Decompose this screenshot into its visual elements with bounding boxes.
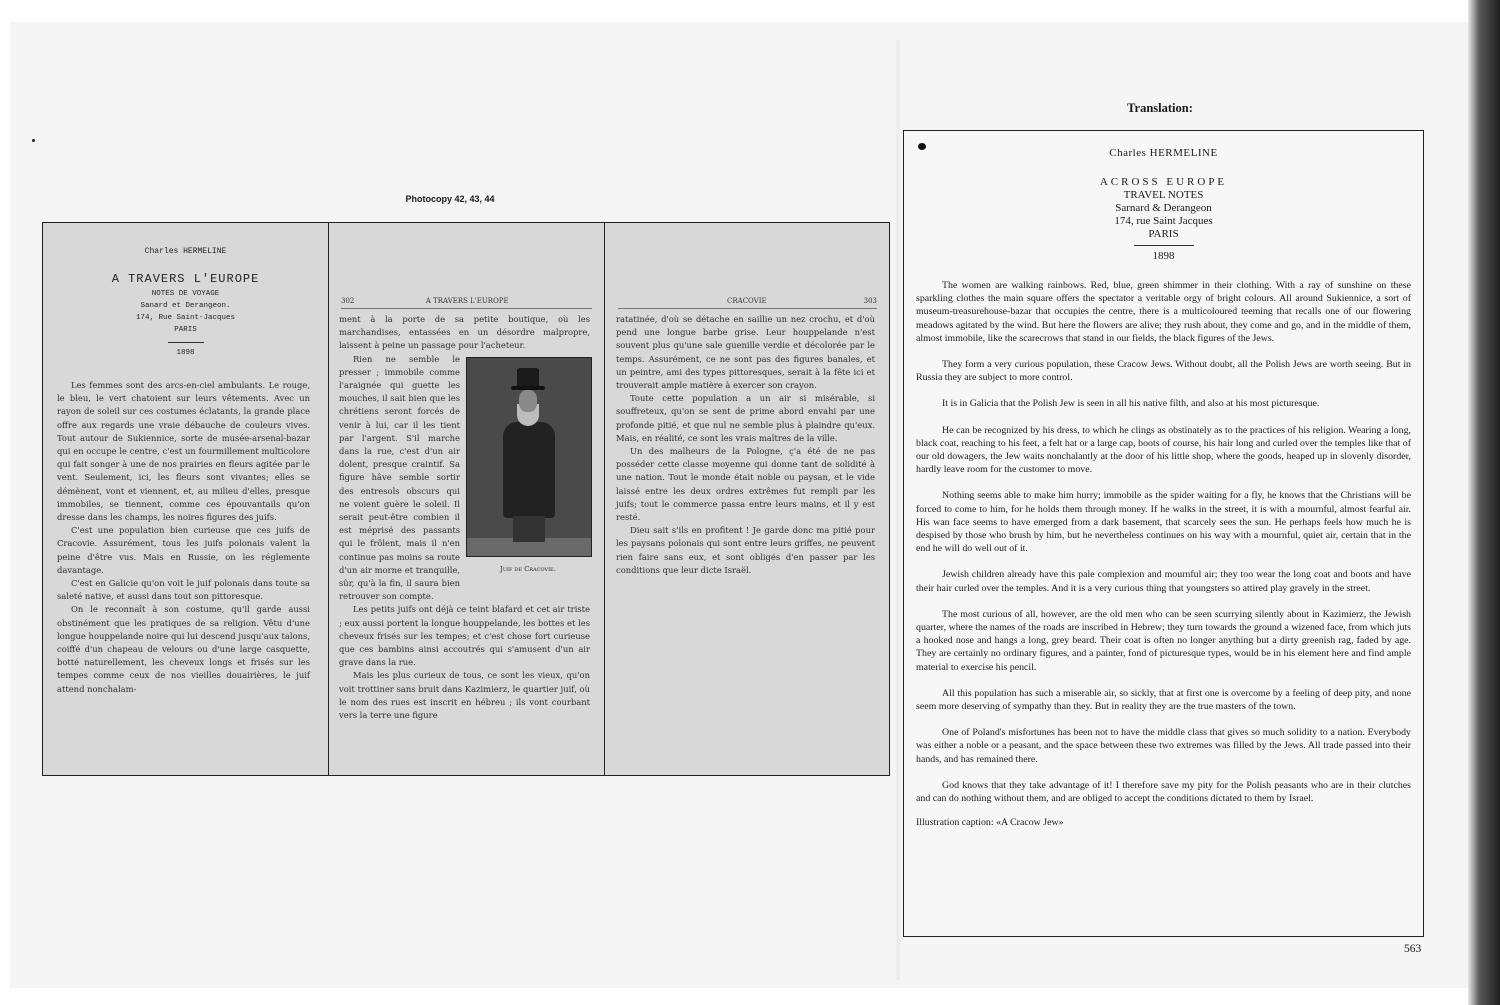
scan-paragraph: Les petits juifs ont déjà ce teint blafard et cet air triste ; eux aussi portent la longue houppelande, les bottes et les cheveux frisés sur les tempes; et c'est chose fort curieuse que ces bambins ainsi accoutrés qui s'amusent d'un air grave dans la rue. bbox=[339, 604, 590, 668]
scan-page2-text bbox=[339, 313, 590, 722]
scan-page-303 bbox=[606, 223, 889, 775]
scan-shadow-edge bbox=[1468, 0, 1500, 1005]
photocopy-label: Photocopy 42, 43, 44 bbox=[405, 194, 495, 204]
scan-paragraph: C'est en Galicie qu'on voit le juif polonais dans toute sa saleté native, et aussi dans tout son pittoresque. bbox=[57, 578, 310, 602]
scan-paragraph: Mais les plus curieux de tous, ce sont les vieux, qu'on voit trottiner sans bruit dans Kazimierz, le quartier juif, où le nom des rues est inscrit en hébreu ; ils vont courbant vers la terre une figure bbox=[339, 670, 590, 721]
scan-paragraph: Toute cette population a un air si misérable, si souffreteux, qu'on se sent de prime abord envahi par une profonde pitié, et que nul ne semble plus à plaindre qu'eux. Mais, en réalité, ce sont les vrais maîtres de la ville. bbox=[616, 393, 875, 443]
scan-paragraph: On le reconnaît à son costume, qu'il garde aussi obstinément que les pratiques de sa religion. Vêtu d'une longue houppelande noire qui lui descend jusqu'aux talons, coiffé d'un chapeau de velours ou d'une large casquette, botté naturellement, les cheveux longs et frisés sur les tempes comme ceux de nos vieilles douairières, le juif attend nonchalam- bbox=[57, 604, 310, 694]
page-crease bbox=[895, 40, 901, 980]
running-head-title: CRACOVIE bbox=[727, 297, 767, 305]
photo-caption: Juif de Cracovie. bbox=[500, 564, 556, 573]
scan-page3-text bbox=[616, 313, 875, 577]
translation-city: PARIS bbox=[1148, 228, 1179, 240]
scan-year: 1898 bbox=[176, 349, 195, 357]
scan-author: Charles HERMELINE bbox=[144, 247, 227, 256]
scan-subtitle: NOTES DE VOYAGE bbox=[151, 290, 220, 298]
translation-paragraph: It is in Galicia that the Polish Jew is seen in all his native filth, and also at his most picturesque. bbox=[942, 398, 1320, 410]
illustration-caption: Illustration caption: «A Cracow Jew» bbox=[916, 817, 1064, 829]
scan-paragraph: ratatinée, d'où se détache en saillie un nez crochu, et d'où pend une longue barbe grise. Leur houppelande n'est souvent plus qu'une sale guenille verdie et décolorée par le temps. Assurément, ce ne sont pas des figures banales, et un peintre, ami des types pittoresques, serait à la fête ici et trouverait ample matière à exercer son crayon. bbox=[616, 314, 875, 391]
page-number: 563 bbox=[1404, 943, 1422, 955]
translation-paragraph: The women are walking rainbows. Red, blue, green shimmer in their clothing. With a ray of sunshine on these sparkling clothes the main square offers the spectator a veritable orgy of bright colours. All around Sukiennice, a sort of museum-treasurehouse-bazar that occupies the centre, there is a multicoloured teeming that recalls one of our flowering meadows agitated by the wind. But here the flowers are alive; they rush about, they come and go, and in the middle of them, almost immobile, like the scarecrows that stand in our fields, the black figures of the Jews. bbox=[916, 280, 1411, 344]
page-number-303: 303 bbox=[863, 297, 877, 305]
scan-address: 174, Rue Saint-Jacques bbox=[135, 314, 236, 322]
photo-figure bbox=[466, 357, 590, 579]
translation-paragraph: They form a very curious population, these Cracow Jews. Without doubt, all the Polish Jews are worth seeing. But in Russia they are subject to more control. bbox=[916, 359, 1411, 384]
scan-publisher: Sanard et Derangeon. bbox=[140, 302, 231, 310]
dust-speck bbox=[32, 139, 35, 142]
cracow-jew-photo bbox=[466, 357, 592, 557]
scan-page-302 bbox=[329, 223, 605, 775]
scan-paragraph: C'est une population bien curieuse que ces juifs de Cracovie. Assurément, tous les juifs polonais valent la peine d'être vus. Mais en Russie, on les réglemente davantage. bbox=[57, 525, 310, 575]
scan-paragraph: Rien ne semble le presser ; immobile comme l'araignée qui guette les mouches, il sait bien que les chrétiens seront forcés de venir à lui, car il les tient par l'argent. S'il marche dans la rue, c'est d'un air dolent, presque craintif. Sa figure hâve semble sortir des entresols obscurs qui ne voient guère le soleil. Il serait peut-être combien il est méprisé des passants qui le frôlent, mais il n'en continue pas moins sa route d'un air morne et tranquille, sûr, qu'à la fin, il saura bien retrouver son compte. bbox=[339, 353, 460, 602]
scan-page1-text bbox=[57, 379, 310, 696]
translation-paragraph: The most curious of all, however, are the old men who can be seen scurrying silently about in Kazimierz, the Jewish quarter, where the names of the roads are inscribed in Hebrew; they turn towards the ground a wizened face, from which juts a hooked nose and hangs a long, grey beard. Their coat is often no longer anything but a dirty greenish rag, faded by age. They are certainly no ordinary figures, and a painter, fond of picturesque types, would be in his element here and find ample material to exercise his pencil. bbox=[916, 608, 1411, 673]
translation-paragraph: Jewish children already have this pale complexion and mournful air; they too wear the long coat and boots and have their hair curled over the temples. And it is a very curious thing that youngsters so attired play gravely in the street. bbox=[916, 569, 1411, 594]
scan-paragraph: Un des malheurs de la Pologne, ç'a été de ne pas posséder cette classe moyenne qui donne tant de solidité à une nation. Tout le monde était noble ou paysan, et le vide laissé entre les deux ordres extrêmes fut rempli par les juifs; tout le commerce passa entre leurs mains, et il y est resté. bbox=[616, 446, 875, 523]
translation-subtitle: TRAVEL NOTES bbox=[1123, 189, 1204, 201]
translation-paragraph: Nothing seems able to make him hurry; immobile as the spider waiting for a fly, he knows that the Christians will be forced to come to him, for he holds them through money. If he walks in the street, it is with a mournful, almost fearful air. His wan face seems to have emerged from a dark basement, that scarcely sees the sun. He perhaps feels how much he is despised by those who brush by him, but he nevertheless continues on his way with a mournful, quiet air, certain that in the end he will do well out of it. bbox=[916, 490, 1411, 555]
page-number-302: 302 bbox=[341, 297, 355, 305]
running-head bbox=[618, 297, 877, 309]
translation-author: Charles HERMELINE bbox=[1109, 147, 1218, 159]
scan-paragraph: Les femmes sont des arcs-en-ciel ambulants. Le rouge, le bleu, le vert chatoient sur leurs vêtements. Avec un rayon de soleil sur ces costumes éclatants, la grande place offre aux regards une vraie débauche de couleurs vives. Tout autour de Sukiennice, sorte de musée-arsenal-bazar qui en occupe le centre, c'est un fourmillement multicolore qui fait songer à une de nos prairies en fleurs agitée par le vent. Seulement, ici, les fleurs sont vivantes; elles se démènent, vont et viennent, et, au milieu d'elles, presque immobiles, se tiennent, comme ces épouvantails qu'on dresse dans les champs, les noires figures des juifs. bbox=[57, 380, 310, 523]
scan-book-title: A TRAVERS L'EUROPE bbox=[111, 272, 260, 286]
translation-body bbox=[916, 279, 1411, 830]
translation-year: 1898 bbox=[1152, 250, 1175, 262]
translation-paragraph: All this population has such a miserable air, so sickly, that at first one is overcome by a feeling of deep pity, and none seem more deserving of sympathy than they. But in reality they are the true masters of the town. bbox=[916, 687, 1411, 713]
photocopy-scan bbox=[42, 222, 890, 776]
running-head-title: A TRAVERS L'EUROPE bbox=[425, 297, 509, 305]
translation-paragraph: One of Poland's misfortunes has been not to have the middle class that gives so much solidity to a nation. Everybody was either a noble or a peasant, and the space between these two extremes was filled by the Jews. All trade passed into their hands, and has remained there. bbox=[916, 727, 1411, 765]
translation-heading: Translation: bbox=[1127, 101, 1193, 115]
translation-paragraph: God knows that they take advantage of it! I therefore save my pity for the Polish peasants who are in their clutches and can do nothing without them, and are obliged to accept the conditions dictated to them by Israel. bbox=[916, 779, 1411, 805]
scan-paragraph: ment à la porte de sa petite boutique, où les marchandises, entassées en un désordre malpropre, laissent à peine un passage pour l'acheteur. bbox=[339, 314, 590, 351]
translation-paragraph: He can be recognized by his dress, to which he clings as obstinately as to the practices of his religion. Wearing a long, black coat, reaching to his feet, a felt hat or a large cap, boots of course, his hair long and curled over the temples like that of our old dowagers, the Jew waits nonchalantly at the door of his little shop, where the goods, heaped up in slovenly disorder, hardly leave room for the customer to move. bbox=[916, 424, 1411, 476]
translation-rule bbox=[1134, 245, 1194, 246]
translation-address: 174, rue Saint Jacques bbox=[1114, 215, 1213, 227]
scan-paragraph: Dieu sait s'ils en profitent ! Je garde donc ma pitié pour les paysans polonais qui sont entre leurs griffes, ne peuvent rien faire sans eux, et sont obligés d'en passer par les conditions que leur dicte Israël. bbox=[616, 525, 875, 575]
scan-title-page bbox=[43, 223, 329, 775]
translation-box bbox=[903, 130, 1424, 937]
translation-publisher: Sarnard & Derangeon bbox=[1115, 202, 1212, 214]
bullet-mark bbox=[918, 143, 926, 150]
scan-city: PARIS bbox=[174, 326, 197, 334]
scan-title-rule bbox=[168, 342, 204, 343]
running-head bbox=[341, 297, 592, 309]
translation-book-title: ACROSS EUROPE bbox=[1099, 176, 1228, 188]
